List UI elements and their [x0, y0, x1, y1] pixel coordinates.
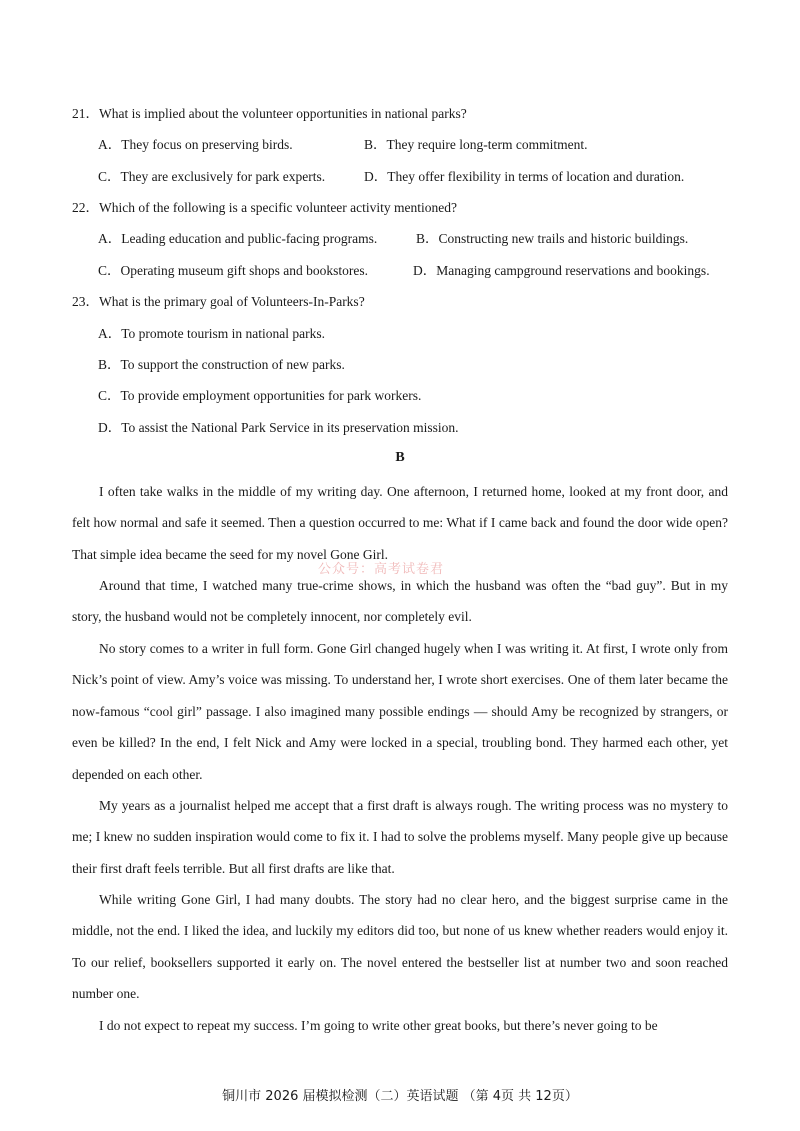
question-23-option-a: A．To promote tourism in national parks. [98, 326, 326, 341]
section-b-heading: B [395, 450, 405, 465]
watermark: 公众号：高考试卷君 [318, 562, 445, 577]
passage-paragraph-4: My years as a journalist helped me accept that a first draft is always rough. The writing process was no mystery to me; I knew no sudden inspiration would come to fix it. I had to solve the problems myself. Many people give up because their first draft feels terrible. But all first drafts are like that. [72, 798, 728, 876]
question-21-option-b: B．They require long-term commitment. [364, 137, 588, 152]
question-21-stem: 21．What is implied about the volunteer opportunities in national parks? [72, 106, 467, 121]
page-footer: 铜川市 2026 届模拟检测（二）英语试题 （第 4页 共 12页） [222, 1089, 578, 1104]
question-23-option-d: D．To assist the National Park Service in its preservation mission. [98, 420, 459, 435]
question-23-option-b: B．To support the construction of new parks. [98, 357, 345, 372]
passage-paragraph-1: I often take walks in the middle of my writing day. One afternoon, I returned home, looked at my front door, and felt how normal and safe it seemed. Then a question occurred to me: What if I came back and found the door wide open? That simple idea became the seed for my novel Gone Girl. [72, 484, 728, 562]
passage-paragraph-2: Around that time, I watched many true-crime shows, in which the husband was often the “bad guy”. But in my story, the husband would not be completely innocent, nor completely evil. [72, 578, 728, 625]
question-21-option-c: C．They are exclusively for park experts. [98, 169, 326, 184]
question-21-option-a: A．They focus on preserving birds. [98, 137, 293, 152]
passage-paragraph-3: No story comes to a writer in full form. Gone Girl changed hugely when I was writing it. At first, I wrote only from Nick’s point of view. Amy’s voice was missing. To understand her, I wrote short exercises. One of them later became the now-famous “cool girl” passage. I also imagined many possible endings — should Amy be recognized by strangers, or even be killed? In the end, I felt Nick and Amy were locked in a special, troubling bond. They harmed each other, yet depended on each other. [72, 641, 728, 782]
question-22-option-d: D．Managing campground reservations and bookings. [413, 263, 710, 278]
question-23-option-c: C．To provide employment opportunities for park workers. [98, 388, 422, 403]
question-23-stem: 23．What is the primary goal of Volunteers-In-Parks? [72, 294, 365, 309]
question-22-option-b: B．Constructing new trails and historic buildings. [416, 231, 689, 246]
question-22-option-a: A．Leading education and public-facing programs. [98, 231, 378, 246]
passage-paragraph-5: While writing Gone Girl, I had many doubts. The story had no clear hero, and the biggest surprise came in the middle, not the end. I liked the idea, and luckily my editors did too, but none of us knew whether readers would enjoy it. To our relief, booksellers supported it early on. The novel entered the bestseller list at number two and soon reached number one. [72, 892, 728, 1002]
question-22-option-c: C．Operating museum gift shops and bookstores. [98, 263, 368, 278]
passage-paragraph-6: I do not expect to repeat my success. I’m going to write other great books, but there’s never going to be [99, 1018, 658, 1033]
question-22-stem: 22．Which of the following is a specific volunteer activity mentioned? [72, 200, 458, 215]
question-21-option-d: D．They offer flexibility in terms of location and duration. [364, 169, 685, 184]
